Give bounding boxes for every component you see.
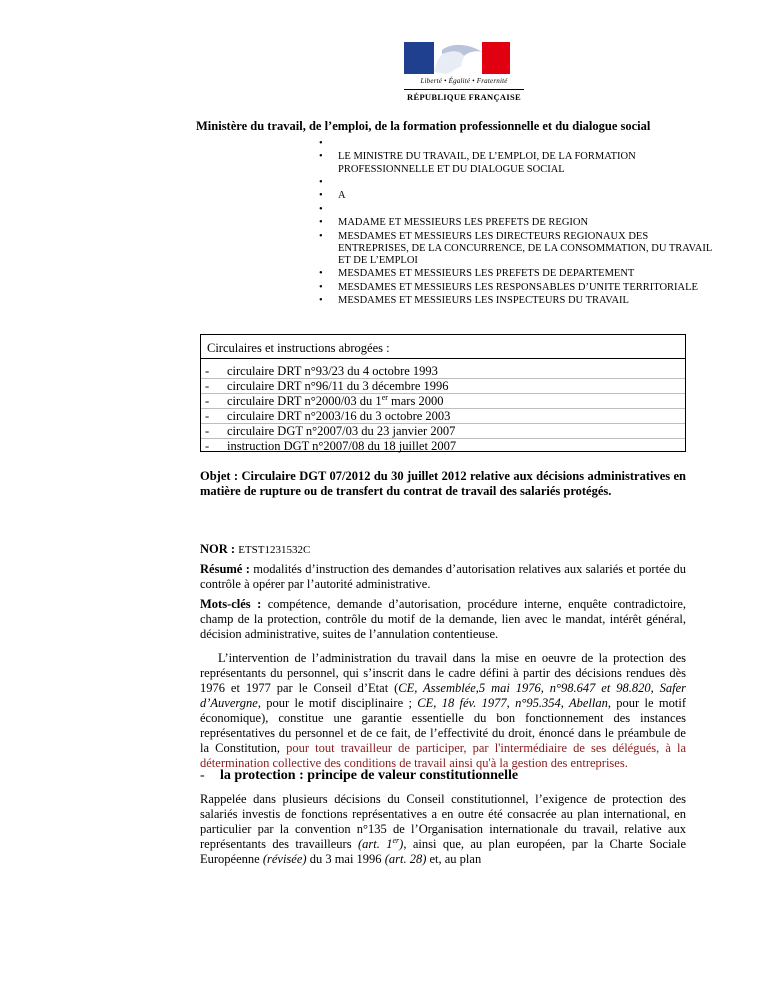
resume-paragraph [200,562,686,592]
resume-label: Résumé : [200,562,250,576]
rappel-citation-1: (art. 1er) [357,836,404,851]
intro-quote: pour tout travailleur de participer, par l'intermédiaire de ses délégués, à la détermination collective des conditions de travail ainsi qu'à la gestion des entreprises. [200,741,686,770]
intro-text-3: , pour le motif économique), constitue une garantie essentielle du bon fonctionnement des instances représentatives du personnel et de ce fait, de l’effectivité du droit, énoncé dans le préambule de la Constitution, [200,696,686,755]
abrogated-item: - circulaire DRT n°2000/03 du 1er mars 2000 [201,394,685,409]
abrogated-item-text: circulaire DRT n°2003/16 du 3 octobre 2003 [227,409,451,423]
addressee-item [318,138,718,150]
rappel-text-2: , ainsi que, au plan européen, par la Charte Sociale Européenne [200,837,686,866]
abrogated-item-text: instruction DGT n°2007/08 du 18 juillet 2007 [227,439,457,453]
intro-text-2: , pour le motif disciplinaire ; [257,696,418,710]
flag-red-band [482,42,510,74]
rappel-text-3: du 3 mai 1996 [306,852,385,866]
addressee-item: • MESDAMES ET MESSIEURS LES DIRECTEURS REGIONAUX DES ENTREPRISES, DE LA CONCURRENCE, DE LA CONSOMMATION, DU TRAVAIL ET DE L’EMPLOI [318,231,718,268]
objet-paragraph [200,469,686,499]
abrogated-item: - circulaire DRT n°96/11 du 3 décembre 1996 [201,379,685,394]
keywords-paragraph [200,597,686,642]
abrogated-item-text: circulaire DRT n°2000/03 du 1er mars 2000 [227,393,444,408]
rappel-citation-3: (art. 28) [384,852,427,866]
objet-label: Objet : [200,469,239,483]
intro-citation-2: CE, 18 fév. 1977, n°95.354, Abellan [417,696,608,710]
logo-divider [404,89,524,90]
addressee-list [318,138,718,308]
abrogated-item-text: circulaire DGT n°2007/03 du 23 janvier 2007 [227,424,456,438]
logo-motto: Liberté • Égalité • Fraternité [420,77,508,85]
addressee-item: • LE MINISTRE DU TRAVAIL, DE L’EMPLOI, DE LA FORMATION PROFESSIONNELLE ET DU DIALOGUE SOCIAL [318,151,718,175]
addressee-item: • MESDAMES ET MESSIEURS LES RESPONSABLES D’UNITE TERRITORIALE [318,282,718,294]
keywords-label: Mots-clés : [200,597,262,611]
abrogated-item-text: circulaire DRT n°93/23 du 4 octobre 1993 [227,364,438,378]
ministry-title: Ministère du travail, de l’emploi, de la formation professionnelle et du dialogue social [196,119,651,133]
flag-blue-band [404,42,434,74]
abrogated-item-text: circulaire DRT n°96/11 du 3 décembre 1996 [227,379,449,393]
section-title: la protection : principe de valeur constitutionnelle [220,768,519,783]
section-heading [200,768,518,784]
addressee-item: • MESDAMES ET MESSIEURS LES PREFETS DE DEPARTEMENT [318,268,718,280]
nor-label: NOR : [200,542,236,556]
abrogated-item: - circulaire DGT n°2007/03 du 23 janvier 2007 [201,424,685,439]
rappel-citation-2: (révisée) [262,852,307,866]
abrogated-item: - circulaire DRT n°2003/16 du 3 octobre 2003 [201,409,685,424]
addressee-item: • MESDAMES ET MESSIEURS LES INSPECTEURS DU TRAVAIL [318,295,718,307]
addressee-item: • MADAME ET MESSIEURS LES PREFETS DE REGION [318,217,718,229]
section-dash: - [200,768,205,783]
keywords-text: compétence, demande d’autorisation, procédure interne, enquête contradictoire, champ de la protection, contrôle du motif de la demande, lien avec le mandat, intérêt général, décision administrative, suites de l’annulation contentieuse. [200,597,687,641]
resume-text: modalités d’instruction des demandes d’autorisation relatives aux salariés et portée du contrôle à opérer par l’autorité administrative. [200,562,686,591]
addressee-item [318,177,718,189]
nor-line [200,542,686,558]
abrogated-item: - instruction DGT n°2007/08 du 18 juillet 2007 [205,439,457,453]
intro-paragraph [200,651,686,771]
objet-text: Circulaire DGT 07/2012 du 30 juillet 2012 relative aux décisions administratives en matière de rupture ou de transfert du contrat de travail des salariés protégés. [200,469,686,498]
intro-text-1: L’intervention de l’administration du travail dans la mise en oeuvre de la protection des représentants du personnel, qui s’inscrit dans le cadre défini à partir des décisions rendues dès 1976 et 1977 par le Conseil d’Etat ( [200,651,686,695]
abrogated-list [201,364,685,453]
rappel-paragraph [200,792,686,867]
intro-citation-1: CE, Assemblée,5 mai 1976, n°98.647 et 98.820, Safer d’Auvergne [200,681,686,710]
abrogated-item: - circulaire DRT n°93/23 du 4 octobre 1993 [201,364,685,379]
abrogated-box [200,334,686,452]
rappel-text-1: Rappelée dans plusieurs décisions du Conseil constitutionnel, l’exigence de protection des salariés investis de fonctions représentatives a en outre été consacrée au plan international, en particulier par la convention n°135 de l’Organisation internationale du travail, relative aux représentants des travailleurs [200,792,686,851]
abrogated-title: Circulaires et instructions abrogées : [201,335,685,359]
logo-republic: RÉPUBLIQUE FRANÇAISE [407,92,521,102]
nor-value: ETST1231532C [238,544,311,556]
addressee-item [318,204,718,216]
addressee-item: • A [318,190,718,202]
rappel-text-4: et, au plan [426,852,482,866]
